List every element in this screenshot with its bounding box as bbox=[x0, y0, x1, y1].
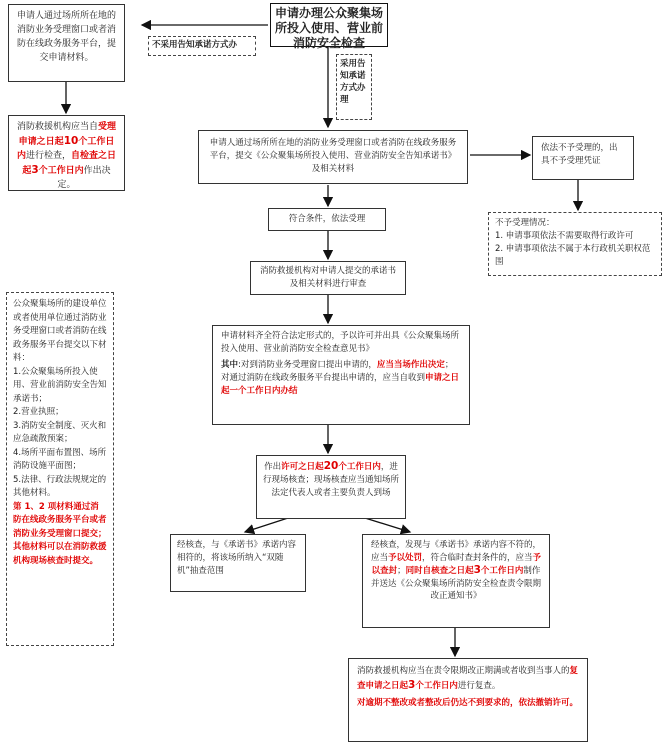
reject-cases-head: 不予受理情况： bbox=[495, 218, 555, 228]
text: 作出决定。 bbox=[57, 166, 111, 190]
box-bad bbox=[362, 534, 550, 628]
box-approve bbox=[212, 325, 470, 425]
box-inspect-left bbox=[8, 115, 125, 191]
highlight: 同时自核查之日起 bbox=[405, 566, 474, 576]
highlight-num: 3 bbox=[31, 164, 39, 176]
highlight: 申请之日起一个工作日内办结 bbox=[221, 373, 460, 396]
highlight: 个工作日内 bbox=[38, 166, 84, 176]
materials-note: 第 1、2 项材料通过消防在线政务服务平台或者消防业务受理窗口提交；其他材料可以在消防救援机构现场核查时提交。 bbox=[13, 501, 107, 566]
box-reject-cases bbox=[488, 212, 662, 276]
materials-item-4: 4.场所平面布置图、场所消防设施平面图； bbox=[13, 447, 107, 471]
highlight: 予以查封 bbox=[371, 552, 542, 576]
label-commit: 采用告知承诺方式办理 bbox=[336, 54, 372, 120]
box-review: 消防救援机构对申请人提交的承诺书及相关材料进行审查 bbox=[250, 261, 406, 295]
highlight-num: 3 bbox=[473, 564, 481, 576]
text: 作出 bbox=[264, 462, 282, 472]
arrow-to-ok bbox=[245, 518, 288, 532]
text: 消防救援机构应当自 bbox=[16, 122, 98, 132]
approve-detail bbox=[221, 359, 461, 398]
highlight: 自检查之日起 bbox=[22, 151, 117, 176]
highlight: 受理申请之日起 bbox=[18, 122, 117, 147]
text: ，进行现场核查；现场核查应当通知场所法定代表人或者主要负责人到场 bbox=[263, 462, 400, 498]
box-reject: 依法不予受理的，出具不予受理凭证 bbox=[532, 136, 634, 180]
highlight: 许可之日起 bbox=[281, 462, 324, 472]
materials-item-3: 3.消防安全制度、灭火和应急疏散预案； bbox=[13, 420, 107, 444]
highlight: 个工作日内 bbox=[480, 566, 524, 576]
approve-key: 其中 bbox=[221, 360, 239, 370]
materials-item-5: 5.法律、行政法规规定的其他材料。 bbox=[13, 474, 107, 498]
box-submit-main: 申请人通过场所所在地的消防业务受理窗口或者消防在线政务服务平台，提交《公众聚集场所投入使用、营业消防安全告知承诺书》及相关材料 bbox=[198, 130, 468, 184]
highlight: 个工作日内 bbox=[338, 462, 381, 472]
arrow-to-bad bbox=[365, 518, 410, 532]
text: 经核查，发现与《承诺书》承诺内容不符的，应当 bbox=[370, 540, 541, 563]
box-submit-left: 申请人通过场所所在地的消防业务受理窗口或者消防在线政务服务平台，提交申请材料。 bbox=[8, 4, 125, 82]
highlight-num: 20 bbox=[323, 460, 339, 472]
highlight: 予以处罚 bbox=[387, 552, 422, 563]
materials-item-1: 1.公众聚集场所投入使用、营业前消防安全告知承诺书； bbox=[13, 366, 107, 404]
highlight: 复查申请之日起 bbox=[357, 666, 579, 691]
materials-intro: 公众聚集场所的建设单位或者使用单位通过消防业务受理窗口或者消防在线政务服务平台提交以下材料： bbox=[13, 299, 107, 363]
box-check bbox=[256, 455, 406, 519]
approve-text: 申请材料齐全符合法定形式的，予以许可并出具《公众聚集场所投入使用、营业前消防安全检查意见书》 bbox=[221, 331, 460, 354]
box-recheck bbox=[348, 658, 588, 742]
text: ； bbox=[397, 566, 406, 576]
text: ，符合临时查封条件的，应当 bbox=[422, 552, 533, 563]
highlight: 应当当场作出决定 bbox=[376, 360, 445, 370]
reject-case-2: 2. 申请事项依法不属于本行政机关职权范围 bbox=[495, 244, 651, 267]
box-materials bbox=[6, 292, 114, 646]
recheck-warning: 对逾期不整改或者整改后仍达不到要求的，依法撤销许可。 bbox=[357, 698, 579, 708]
highlight: 个工作日内 bbox=[16, 137, 115, 161]
text: ；对通过消防在线政务服务平台提出申请的，应当自收到 bbox=[221, 360, 454, 383]
box-ok: 经核查，与《承诺书》承诺内容相符的，将该场所纳入“双随机”抽查范围 bbox=[170, 534, 306, 592]
text: 制作并送达《公众聚集场所消防安全检查责令限期改正通知书》 bbox=[370, 566, 541, 601]
highlight-num: 3 bbox=[408, 679, 416, 691]
materials-item-2: 2.营业执照； bbox=[13, 407, 64, 417]
highlight-num: 10 bbox=[63, 135, 79, 147]
text: :对到消防业务受理窗口提出申请的， bbox=[238, 360, 377, 370]
box-accept: 符合条件，依法受理 bbox=[268, 208, 386, 231]
text: 进行检查， bbox=[25, 151, 71, 161]
label-no-commit: 不采用告知承诺方式办 bbox=[148, 36, 256, 56]
text: 进行复查。 bbox=[457, 681, 501, 691]
page-title: 申请办理公众聚集场所投入使用、营业前消防安全检查 bbox=[270, 3, 388, 47]
reject-case-1: 1. 申请事项依法不需要取得行政许可 bbox=[495, 231, 634, 241]
text: 消防救援机构应当在责令限期改正期满或者收到当事人的 bbox=[357, 666, 570, 676]
highlight: 个工作日内 bbox=[415, 681, 458, 691]
